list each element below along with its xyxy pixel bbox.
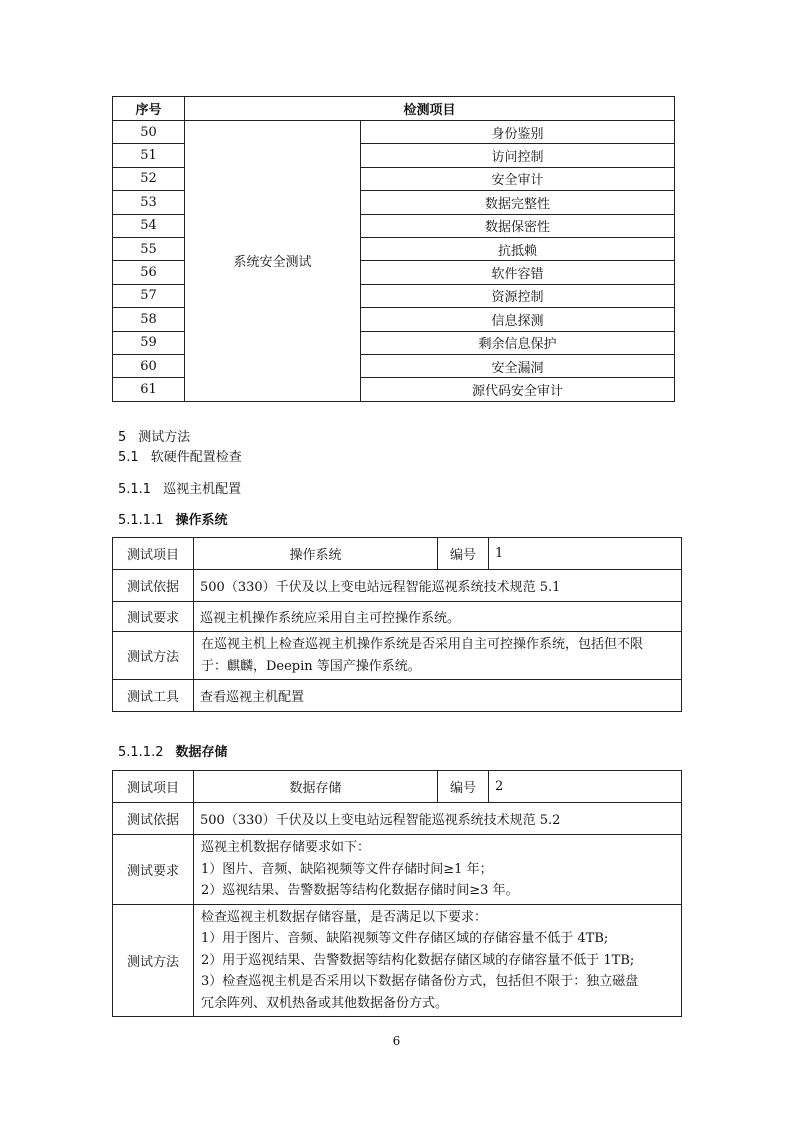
serial-number: 54 — [113, 214, 185, 237]
section-heading-5-1-1-1 — [118, 509, 228, 528]
test-basis-value: 500（330）千伏及以上变电站远程智能巡视系统技术规范 5.2 — [194, 803, 682, 835]
label-test-basis: 测试依据 — [113, 570, 194, 602]
label-test-method: 测试方法 — [113, 904, 194, 1017]
serial-number: 53 — [113, 191, 185, 214]
label-test-item: 测试项目 — [113, 771, 194, 803]
text-line: 3）检查巡视主机是否采用以下数据存储备份方式，包括但不限于：独立磁盘 — [201, 974, 639, 989]
text-line: 在巡视主机上检查巡视主机操作系统是否采用自主可控操作系统，包括但不限 — [201, 637, 644, 652]
section-title: 数据存储 — [175, 745, 228, 760]
label-test-item: 测试项目 — [113, 538, 194, 570]
table-row — [113, 602, 682, 632]
section-title: 测试方法 — [138, 430, 191, 445]
table-row — [113, 904, 682, 1017]
text-line: 冗余阵列、双机热备或其他数据备份方式。 — [201, 995, 449, 1011]
section-heading-5-1 — [118, 446, 242, 465]
serial-number: 52 — [113, 167, 185, 190]
test-item-name: 软件容错 — [361, 261, 675, 284]
test-requirement-value: 巡视主机操作系统应采用自主可控操作系统。 — [194, 602, 682, 632]
serial-number: 59 — [113, 331, 185, 354]
label-number: 编号 — [438, 771, 489, 803]
test-item-name: 身份鉴别 — [361, 121, 675, 144]
serial-number: 61 — [113, 378, 185, 401]
serial-number: 57 — [113, 284, 185, 307]
label-test-method: 测试方法 — [113, 632, 194, 680]
table-row — [113, 570, 682, 602]
section-title: 操作系统 — [175, 513, 228, 528]
label-test-requirement: 测试要求 — [113, 835, 194, 905]
test-tool-value: 查看巡视主机配置 — [194, 680, 682, 712]
table-row — [113, 538, 682, 570]
section-heading-5 — [118, 426, 190, 445]
test-method-value — [194, 904, 682, 1017]
test-item-name: 抗抵赖 — [361, 237, 675, 260]
table-header-row — [113, 97, 675, 121]
table-row — [113, 632, 682, 680]
test-requirement-value — [194, 835, 682, 905]
text-line: 于：麒麟，Deepin 等国产操作系统。 — [201, 658, 421, 674]
table-row — [113, 121, 675, 144]
serial-number: 58 — [113, 308, 185, 331]
label-number: 编号 — [438, 538, 489, 570]
header-test-item: 检测项目 — [185, 97, 675, 121]
header-serial-number: 序号 — [113, 97, 185, 121]
test-item-name: 剩余信息保护 — [361, 331, 675, 354]
section-number: 5.1.1 — [118, 482, 152, 497]
test-table-data-storage — [112, 770, 682, 1017]
table-row — [113, 835, 682, 905]
text-line: 2）用于巡视结果、告警数据等结构化数据存储区域的存储容量不低于 1TB; — [201, 952, 635, 968]
section-number: 5.1.1.1 — [118, 513, 164, 528]
test-item-name: 访问控制 — [361, 144, 675, 167]
group-name: 系统安全测试 — [185, 121, 361, 402]
serial-number: 60 — [113, 354, 185, 377]
table-row — [113, 771, 682, 803]
table-row — [113, 680, 682, 712]
section-number: 5.1.1.2 — [118, 745, 164, 760]
text-line: 检查巡视主机数据存储容量，是否满足以下要求： — [201, 909, 488, 925]
section-heading-5-1-1 — [118, 478, 241, 497]
label-test-requirement: 测试要求 — [113, 602, 194, 632]
test-method-value — [194, 632, 682, 680]
test-item-name: 源代码安全审计 — [361, 378, 675, 401]
test-item-name: 数据完整性 — [361, 191, 675, 214]
test-item-name: 数据保密性 — [361, 214, 675, 237]
page-number: 6 — [392, 1034, 401, 1048]
test-number-value: 2 — [489, 771, 682, 803]
test-item-name: 资源控制 — [361, 284, 675, 307]
section-heading-5-1-1-2 — [118, 741, 228, 760]
section-number: 5.1 — [118, 450, 139, 465]
section-title: 软硬件配置检查 — [150, 450, 242, 465]
text-line: 巡视主机数据存储要求如下： — [201, 840, 371, 855]
test-item-name: 信息探测 — [361, 308, 675, 331]
text-line: 1）图片、音频、缺陷视频等文件存储时间≥1 年； — [201, 861, 493, 877]
test-item-name: 安全漏洞 — [361, 354, 675, 377]
serial-number: 56 — [113, 261, 185, 284]
label-test-basis: 测试依据 — [113, 803, 194, 835]
section-title: 巡视主机配置 — [163, 482, 242, 497]
label-test-tool: 测试工具 — [113, 680, 194, 712]
text-line: 1）用于图片、音频、缺陷视频等文件存储区域的存储容量不低于 4TB; — [201, 931, 609, 946]
serial-number: 51 — [113, 144, 185, 167]
serial-number: 55 — [113, 237, 185, 260]
text-line: 2）巡视结果、告警数据等结构化数据存储时间≥3 年。 — [201, 883, 519, 898]
test-number-value: 1 — [489, 538, 682, 570]
test-item-value: 操作系统 — [194, 538, 438, 570]
section-number: 5 — [118, 430, 127, 445]
test-item-value: 数据存储 — [194, 771, 438, 803]
test-basis-value: 500（330）千伏及以上变电站远程智能巡视系统技术规范 5.1 — [194, 570, 682, 602]
test-items-table — [112, 96, 675, 402]
serial-number: 50 — [113, 121, 185, 144]
test-item-name: 安全审计 — [361, 167, 675, 190]
test-table-os — [112, 537, 682, 712]
table-row — [113, 803, 682, 835]
